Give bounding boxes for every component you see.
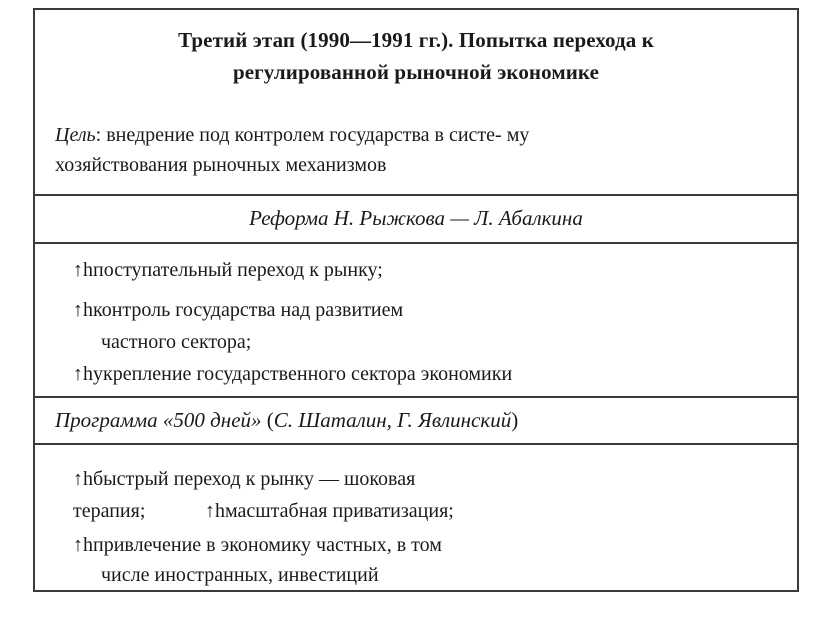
reform-item-2: ↑hконтроль государства над развитием xyxy=(73,299,404,321)
program-item-2: ↑hмасштабная приватизация; xyxy=(205,500,454,522)
stage-title-line1: Третий этап (1990—1991 гг.). Попытка перехода к xyxy=(178,28,654,52)
reform-item-1: ↑hпоступательный переход к рынку; xyxy=(73,259,383,281)
stage-table xyxy=(33,8,799,592)
program-title xyxy=(55,398,797,442)
goal-text-line1: : внедрение под контролем государства в систе- му xyxy=(95,124,530,146)
reform-item-3: ↑hукрепление государственного сектора экономики xyxy=(73,363,513,385)
reform-title: Реформа Н. Рыжкова — Л. Абалкина xyxy=(249,206,583,230)
program-item-3-cont: числе иностранных, инвестиций xyxy=(101,564,379,586)
program-title-cell xyxy=(35,396,797,443)
program-item-1: ↑hбыстрый переход к рынку — шоковая xyxy=(73,468,416,490)
program-item-1-cont: терапия; xyxy=(73,500,146,522)
stage-title xyxy=(35,24,797,88)
program-title-name: Программа «500 дней» xyxy=(55,408,262,432)
program-title-authors: С. Шаталин, Г. Явлинский xyxy=(273,408,512,432)
goal-text-line2: хозяйствования рыночных механизмов xyxy=(55,154,387,176)
reform-item-2-cont: частного сектора; xyxy=(101,331,252,353)
stage-goal xyxy=(55,120,757,180)
program-title-open: ( xyxy=(261,408,274,432)
program-item-3: ↑hпривлечение в экономику частных, в том xyxy=(73,534,442,556)
stage-title-line2: регулированной рыночной экономике xyxy=(232,60,600,84)
reform-items-cell xyxy=(35,242,797,396)
goal-label: Цель xyxy=(55,124,96,146)
program-items-cell xyxy=(35,443,797,592)
program-title-close: ) xyxy=(511,408,519,432)
reform-title-cell xyxy=(35,194,797,242)
stage-header-cell xyxy=(35,10,797,194)
